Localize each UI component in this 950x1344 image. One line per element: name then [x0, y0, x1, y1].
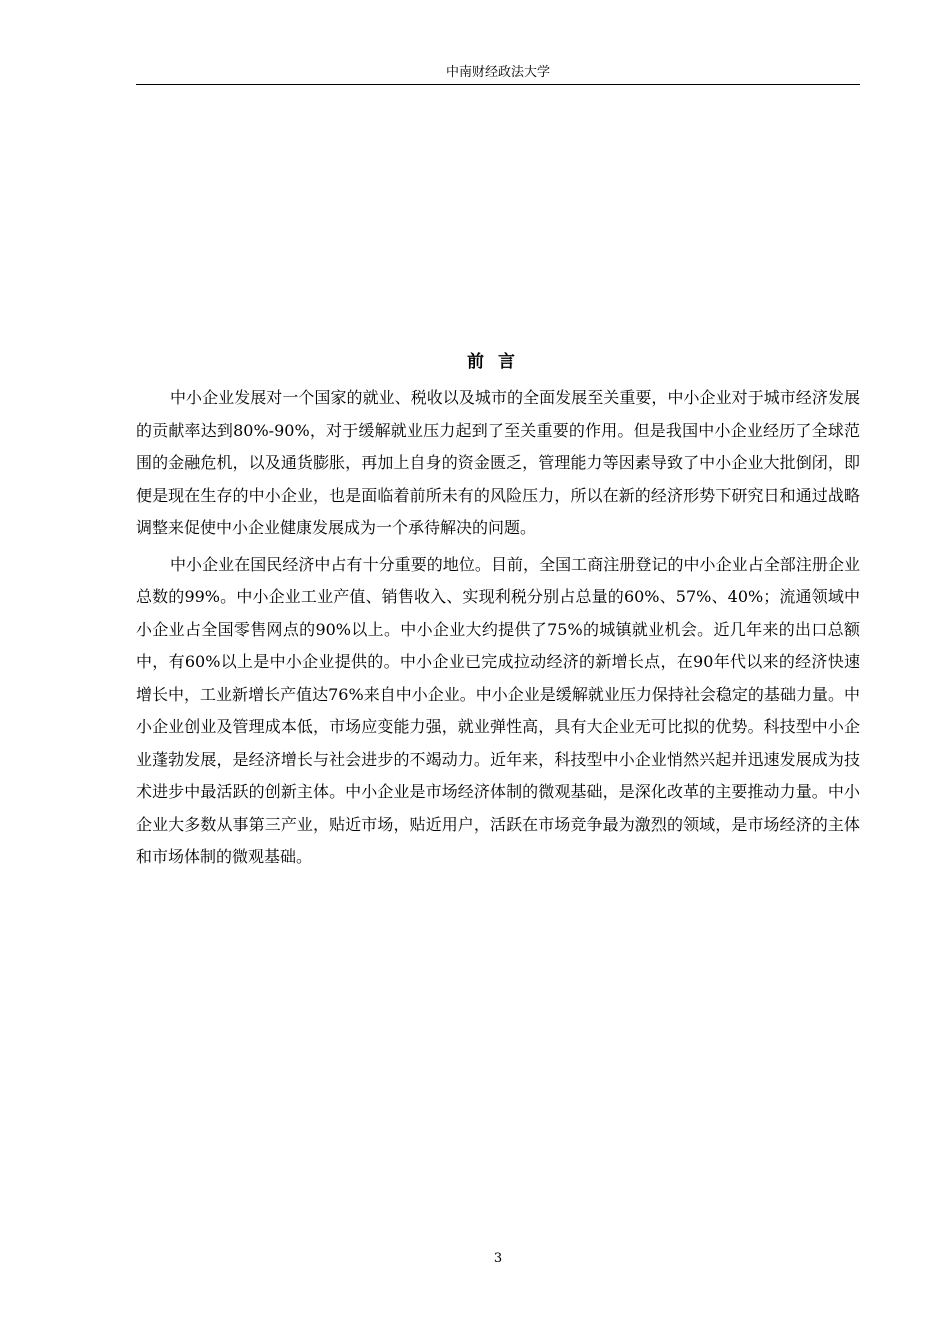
page-number: 3	[493, 1251, 503, 1266]
running-header: 中南财经政法大学	[445, 65, 550, 80]
body-text	[136, 382, 860, 874]
header-rule	[136, 84, 860, 85]
section-heading: 前言	[467, 352, 529, 372]
paragraph-1: 中小企业发展对一个国家的就业、税收以及城市的全面发展至关重要，中小企业对于城市经济发展的贡献率达到80%-90%，对于缓解就业压力起到了至关重要的作用。但是我国中小企业经历了全球范围的金融危机，以及通货膨胀，再加上自身的资金匮乏，管理能力等因素导致了中小企业大批倒闭，即便是现在生存的中小企业，也是面临着前所未有的风险压力，所以在新的经济形势下研究日和通过战略调整来促使中小企业健康发展成为一个承待解决的问题。	[136, 388, 860, 537]
paragraph-2: 中小企业在国民经济中占有十分重要的地位。目前，全国工商注册登记的中小企业占全部注册企业总数的99%。中小企业工业产值、销售收入、实现利税分别占总量的60%、57%、40%；流通领域中小企业占全国零售网点的90%以上。中小企业大约提供了75%的城镇就业机会。近几年来的出口总额中，有60%以上是中小企业提供的。中小企业已完成拉动经济的新增长点，在90年代以来的经济快速增长中，工业新增长产值达76%来自中小企业。中小企业是缓解就业压力保持社会稳定的基础力量。中小企业创业及管理成本低，市场应变能力强，就业弹性高，具有大企业无可比拟的优势。科技型中小企业蓬勃发展，是经济增长与社会进步的不竭动力。近年来，科技型中小企业悄然兴起并迅速发展成为技术进步中最活跃的创新主体。中小企业是市场经济体制的微观基础，是深化改革的主要推动力量。中小企业大多数从事第三产业，贴近市场，贴近用户，活跃在市场竞争最为激烈的领域，是市场经济的主体和市场体制的微观基础。	[136, 554, 860, 866]
